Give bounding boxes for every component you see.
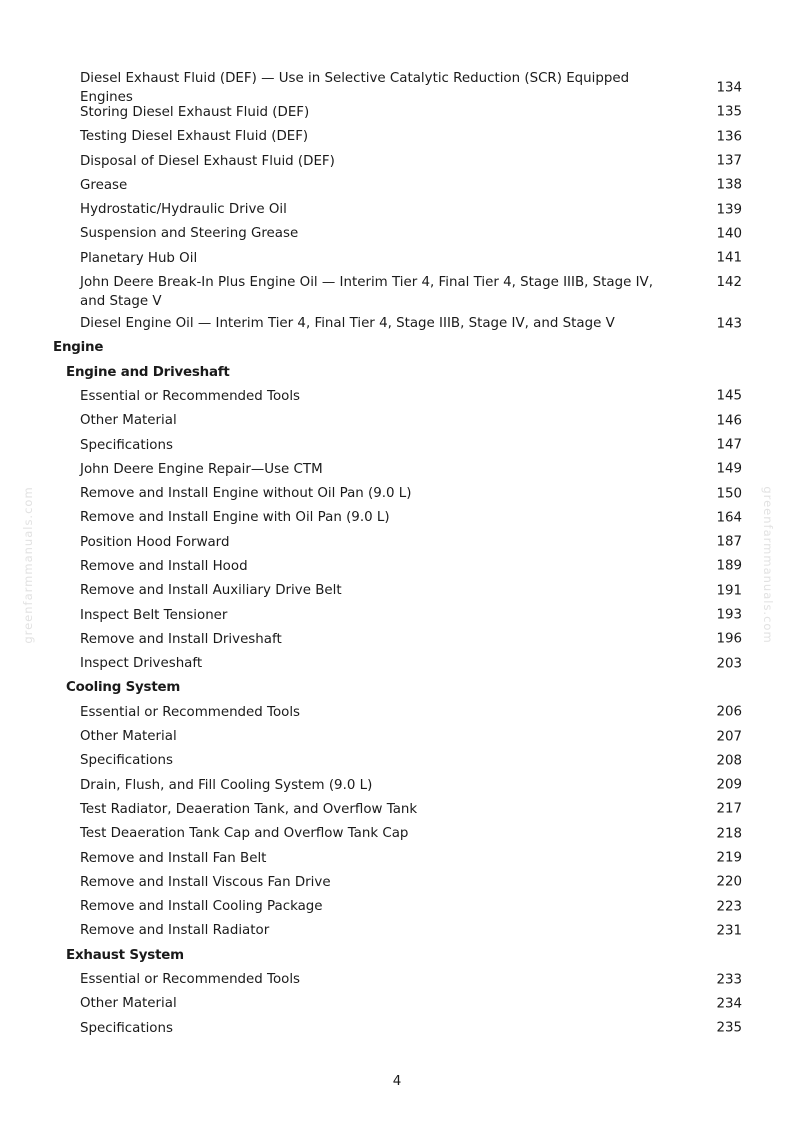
- toc-entry-title: Remove and Install Engine without Oil Pan (9.0 L): [80, 486, 412, 502]
- toc-entry-page-number: 206: [716, 704, 742, 720]
- toc-entry-page-number: 141: [716, 250, 742, 266]
- toc-entry[interactable]: [0, 409, 794, 433]
- toc-section-heading[interactable]: [0, 360, 794, 384]
- toc-entry-title: Planetary Hub Oil: [80, 250, 198, 266]
- toc-entry-page-number: 233: [716, 972, 742, 988]
- toc-entry-page-number: 140: [716, 226, 742, 242]
- toc-entry[interactable]: [0, 749, 794, 773]
- toc-entry[interactable]: [0, 1016, 794, 1040]
- toc-entry[interactable]: [0, 579, 794, 603]
- toc-entry-title: Diesel Exhaust Fluid (DEF) — Use in Selective Catalytic Reduction (SCR) Equipped Engines: [80, 71, 630, 106]
- toc-entry[interactable]: [0, 173, 794, 197]
- toc-entry-title: Test Radiator, Deaeration Tank, and Overflow Tank: [80, 801, 418, 817]
- toc-entry-page-number: 234: [716, 996, 742, 1012]
- toc-entry[interactable]: [0, 895, 794, 919]
- toc-entry-title: Hydrostatic/Hydraulic Drive Oil: [80, 202, 287, 218]
- toc-entry-page-number: 217: [716, 801, 742, 817]
- toc-entry[interactable]: [0, 270, 794, 311]
- toc-entry-title: Other Material: [80, 996, 177, 1012]
- toc-entry-page-number: 150: [716, 486, 742, 502]
- toc-entry-title: Remove and Install Radiator: [80, 923, 270, 939]
- toc-entry-title: Specifications: [80, 437, 173, 453]
- toc-entry[interactable]: [0, 822, 794, 846]
- toc-entry-page-number: 134: [716, 80, 742, 96]
- toc-entry[interactable]: [0, 222, 794, 246]
- toc-entry-page-number: 203: [716, 656, 742, 672]
- toc-entry[interactable]: [0, 457, 794, 481]
- toc-entry-page-number: 136: [716, 129, 742, 145]
- toc-entry-page-number: 231: [716, 923, 742, 939]
- toc-entry-title: Remove and Install Viscous Fan Drive: [80, 874, 331, 890]
- toc-entry-page-number: 137: [716, 153, 742, 169]
- toc-entry-page-number: 235: [716, 1020, 742, 1036]
- table-of-contents: [0, 71, 794, 1040]
- toc-entry[interactable]: [0, 919, 794, 943]
- toc-entry-title: Inspect Driveshaft: [80, 656, 203, 672]
- toc-entry[interactable]: [0, 197, 794, 221]
- toc-entry-title: Remove and Install Driveshaft: [80, 631, 282, 647]
- toc-entry-page-number: 220: [716, 874, 742, 890]
- toc-entry-page-number: 142: [716, 275, 742, 291]
- toc-entry-title: Drain, Flush, and Fill Cooling System (9.0 L): [80, 777, 373, 793]
- toc-entry-page-number: 193: [716, 607, 742, 623]
- toc-entry[interactable]: [0, 603, 794, 627]
- toc-entry[interactable]: [0, 870, 794, 894]
- toc-entry[interactable]: [0, 967, 794, 991]
- toc-entry-title: Storing Diesel Exhaust Fluid (DEF): [80, 104, 310, 120]
- toc-entry-page-number: 219: [716, 850, 742, 866]
- toc-section-heading[interactable]: [0, 676, 794, 700]
- toc-entry-title: Engine: [53, 340, 104, 356]
- toc-entry-title: Remove and Install Fan Belt: [80, 850, 267, 866]
- toc-entry-page-number: 146: [716, 413, 742, 429]
- toc-entry-title: Inspect Belt Tensioner: [80, 607, 228, 623]
- toc-entry[interactable]: [0, 506, 794, 530]
- toc-entry-page-number: 189: [716, 558, 742, 574]
- watermark-left: greenfarmmanuals.com: [21, 486, 35, 644]
- toc-section-heading[interactable]: [0, 943, 794, 967]
- toc-entry-page-number: 135: [716, 104, 742, 120]
- toc-entry[interactable]: [0, 700, 794, 724]
- toc-entry[interactable]: [0, 724, 794, 748]
- toc-entry-title: Disposal of Diesel Exhaust Fluid (DEF): [80, 153, 335, 169]
- toc-entry-title: Testing Diesel Exhaust Fluid (DEF): [80, 129, 309, 145]
- toc-entry-title: Remove and Install Engine with Oil Pan (9.0 L): [80, 510, 390, 526]
- toc-entry-page-number: 218: [716, 826, 742, 842]
- toc-entry-title: Specifications: [80, 753, 173, 769]
- toc-entry-title: Diesel Engine Oil — Interim Tier 4, Final Tier 4, Stage IIIB, Stage IV, and Stage V: [80, 316, 615, 332]
- toc-entry-title: Other Material: [80, 729, 177, 745]
- toc-entry[interactable]: [0, 846, 794, 870]
- toc-entry[interactable]: [0, 627, 794, 651]
- toc-entry-title: Specifications: [80, 1020, 173, 1036]
- toc-entry[interactable]: [0, 652, 794, 676]
- toc-entry[interactable]: [0, 71, 794, 106]
- toc-entry-page-number: 209: [716, 777, 742, 793]
- toc-entry-page-number: 149: [716, 461, 742, 477]
- toc-entry-title: Position Hood Forward: [80, 534, 230, 550]
- toc-entry-page-number: 196: [716, 631, 742, 647]
- toc-entry-title: Cooling System: [66, 680, 181, 696]
- toc-entry-page-number: 223: [716, 899, 742, 915]
- toc-entry-title: Remove and Install Hood: [80, 558, 248, 574]
- toc-entry-title: John Deere Break-In Plus Engine Oil — Interim Tier 4, Final Tier 4, Stage IIIB, Stage IV, and Stage V: [80, 275, 653, 310]
- toc-entry-title: Test Deaeration Tank Cap and Overflow Tank Cap: [80, 826, 409, 842]
- toc-entry-title: Grease: [80, 177, 128, 193]
- toc-entry-title: Essential or Recommended Tools: [80, 972, 301, 988]
- toc-entry[interactable]: [0, 246, 794, 270]
- toc-entry-title: Essential or Recommended Tools: [80, 704, 301, 720]
- toc-entry[interactable]: [0, 149, 794, 173]
- toc-entry-title: Remove and Install Auxiliary Drive Belt: [80, 583, 342, 599]
- toc-entry[interactable]: [0, 530, 794, 554]
- toc-entry-page-number: 145: [716, 388, 742, 404]
- toc-entry[interactable]: [0, 100, 794, 124]
- toc-entry-page-number: 139: [716, 202, 742, 218]
- toc-entry-title: Engine and Driveshaft: [66, 364, 230, 380]
- toc-entry-page-number: 138: [716, 177, 742, 193]
- toc-entry[interactable]: [0, 992, 794, 1016]
- watermark-right: greenfarmmanuals.com: [761, 486, 775, 644]
- toc-entry-title: Suspension and Steering Grease: [80, 226, 299, 242]
- toc-entry[interactable]: [0, 384, 794, 408]
- toc-entry-title: Exhaust System: [66, 947, 184, 963]
- toc-entry[interactable]: [0, 433, 794, 457]
- toc-entry-page-number: 143: [716, 316, 742, 332]
- page-number: 4: [392, 1074, 402, 1089]
- toc-entry-page-number: 164: [716, 510, 742, 526]
- toc-entry-page-number: 207: [716, 729, 742, 745]
- toc-entry-title: Essential or Recommended Tools: [80, 388, 301, 404]
- toc-entry[interactable]: [0, 311, 794, 335]
- toc-entry-title: Other Material: [80, 413, 177, 429]
- toc-entry[interactable]: [0, 125, 794, 149]
- toc-entry-title: John Deere Engine Repair—Use CTM: [80, 461, 323, 477]
- toc-entry[interactable]: [0, 481, 794, 505]
- toc-chapter-heading[interactable]: [0, 336, 794, 360]
- toc-entry-page-number: 187: [716, 534, 742, 550]
- toc-entry[interactable]: [0, 554, 794, 578]
- toc-entry-title: Remove and Install Cooling Package: [80, 899, 323, 915]
- toc-entry-page-number: 208: [716, 753, 742, 769]
- toc-entry[interactable]: [0, 773, 794, 797]
- toc-entry[interactable]: [0, 797, 794, 821]
- toc-entry-page-number: 191: [716, 583, 742, 599]
- toc-entry-page-number: 147: [716, 437, 742, 453]
